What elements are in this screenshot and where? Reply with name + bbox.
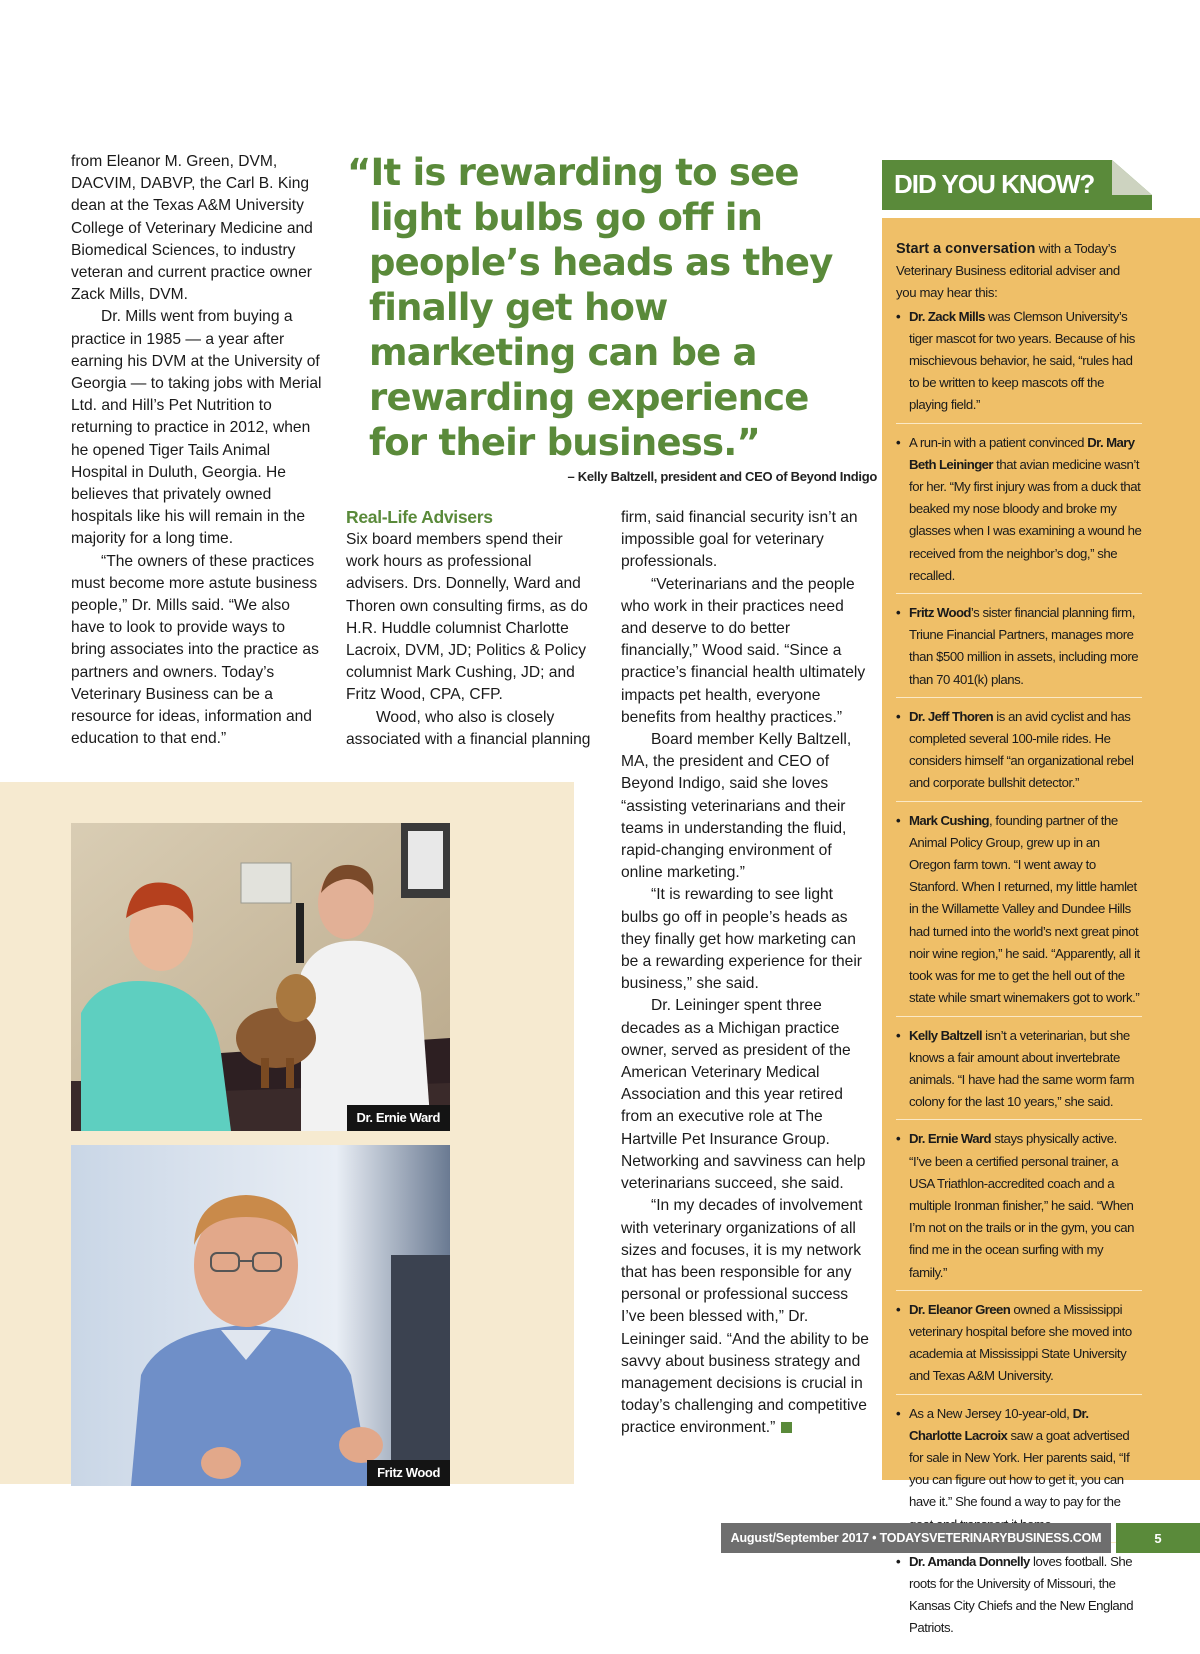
article-paragraph: “Veterinarians and the people who work in their practices need and deserve to do better financially,” Wood said. “Since a practice’s financial health ultimately impacts pet health, everyone benefits from healthy practices.” — [621, 575, 866, 726]
fact-post: saw a goat advertised for sale in New York. Her parents said, “If you can figure out how to get it, you can have it.” She found a way to pay for the — [909, 1427, 1130, 1510]
sidebar-intro — [896, 238, 1142, 305]
photo-ernie-ward — [71, 823, 450, 1131]
article-column-1 — [71, 151, 323, 750]
fact-item — [896, 706, 1142, 802]
fact-post: loves football. She roots for the University of Missouri, the Kansas City Chiefs and the New England Patriots. — [909, 1553, 1134, 1636]
article-paragraph-text: “In my decades of involvement with veterinary organizations of all sizes and focuses, it is my network that has been responsible for any personal or professional success I’ve been blessed with,” Dr. Leininger said. “And the ability to be savvy about business strategy and management decisions is crucial in today’s challenging and competitive practice environment.” — [621, 1197, 869, 1437]
sidebar-intro-text: with a Today’s Veterinary Business editorial adviser and you may hear this: — [896, 241, 1120, 301]
fact-item — [896, 432, 1142, 594]
section-subhead: Real-Life Advisers — [346, 507, 493, 527]
fact-item — [896, 1299, 1142, 1395]
article-paragraph — [621, 1195, 869, 1439]
fact-item — [896, 1128, 1142, 1290]
pull-quote-attribution: – Kelly Baltzell, president and CEO of Beyond Indigo — [567, 469, 877, 484]
article-paragraph: Dr. Mills went from buying a practice in 1985 — a year after earning his DVM at the University of Georgia — to taking jobs with Merial Ltd. and Hill’s Pet Nutrition to returning to practice in 2012, when he opened Tiger Tails Animal Hospital in Duluth, Georgia. He believes that privately owned hospitals like his will remain in the majority for a long time. — [71, 308, 322, 548]
article-paragraph: Dr. Leininger spent three decades as a Michigan practice owner, served as president of the American Veterinary Medical Association and this year retired from an executive role at The Hartville Pet Insurance Group. Networking and savviness can help veterinarians succeed, she said. — [621, 997, 866, 1193]
article-column-2 — [346, 505, 596, 751]
fact-item — [896, 810, 1142, 1017]
article-paragraph: Six board members spend their work hours as professional advisers. Drs. Donnelly, Ward and Thoren own consulting firms, as do H.R. Huddle columnist Charlotte Lacroix, DVM, JD; Politics & Policy columnist Mark Cushing, JD; and Fritz Wood, CPA, CFP. — [346, 531, 588, 704]
fact-item — [896, 1403, 1142, 1543]
fact-name: Dr. Amanda Donnelly — [909, 1553, 1030, 1569]
fact-item — [896, 1551, 1142, 1646]
sidebar-title: DID YOU KNOW? — [894, 169, 1095, 199]
fact-post: that avian medicine wasn’t for her. “My first injury was from a duck that beaked my nose bloody and broke my glasses when I was examining a wound he received from the neighbor’s dog,” she recalled. — [909, 456, 1142, 583]
article-paragraph: Wood, who also is closely associated with a financial planning — [346, 708, 591, 748]
end-of-article-icon — [781, 1422, 792, 1433]
fact-name: Dr. Mary Beth Leininger — [909, 434, 1135, 472]
page-number: 5 — [1116, 1523, 1200, 1553]
fact-name: Fritz Wood — [909, 605, 971, 621]
sidebar-intro-bold: Start a conversation — [896, 241, 1036, 257]
fact-name: Dr. Zack Mills — [909, 308, 985, 324]
pull-quote — [347, 150, 877, 484]
fact-name: Dr. Ernie Ward — [909, 1131, 991, 1147]
fact-list — [896, 306, 1142, 1646]
pull-quote-text: “It is rewarding to see light bulbs go off in people’s heads as they finally get how marketing can be a rewarding experience for their business.” — [347, 151, 833, 464]
photo-caption: Fritz Wood — [367, 1460, 450, 1486]
fact-name: Kelly Baltzell — [909, 1027, 982, 1043]
fact-item — [896, 602, 1142, 698]
article-paragraph: “The owners of these practices must become more astute business people,” Dr. Mills said. “We also have to look to provide ways to bring associates into the practice as partners and owners. Today’s Veterinary Business can be a resource for ideas, information and education to that end.” — [71, 552, 319, 748]
article-paragraph: Board member Kelly Baltzell, MA, the president and CEO of Beyond Indigo, said she loves “assisting veterinarians and their teams in understanding the fluid, rapid-changing environment of online marketing.” — [621, 731, 852, 882]
fact-post: ’s sister financial planning firm, Triune Financial Partners, manages more than $500 million in assets, including more than 70 401(k) plans. — [909, 605, 1139, 687]
fact-post: owned a Mississippi veterinary hospital before she moved into academia at Mississippi State University and Texas A&M University. — [909, 1301, 1132, 1384]
fact-item — [896, 306, 1142, 424]
photo-caption: Dr. Ernie Ward — [347, 1105, 451, 1131]
article-paragraph: firm, said financial security isn’t an impossible goal for veterinary professionals. — [621, 509, 858, 571]
fact-name: Dr. Jeff Thoren — [909, 708, 994, 724]
fact-name: Dr. Charlotte Lacroix — [909, 1405, 1089, 1443]
speaker-portrait-photo-icon — [71, 1145, 450, 1486]
fact-post: , founding partner of the Animal Policy Group, grew up in an Oregon farm town. “I went away to Stanford. When I returned, my little hamlet in the Willamette Valley and Dundee Hills had turned into the world’s next great pinot noir wine region,” he said. “Apparently, all it took was for me to get the hell out of the state while smart winemakers got to work.” — [909, 812, 1140, 1006]
fact-pre: A run-in with a patient convinced — [909, 434, 1088, 450]
fact-post: stays physically active. “I’ve been a certified personal trainer, a USA Triathlon-accredited coach and a multiple Ironman finisher,” he said. “When I’m not on the trails or in the gym, you can find me in the ocean surfing with my family.” — [909, 1131, 1135, 1280]
exam-room-photo-icon — [71, 823, 450, 1131]
fact-pre: As a New Jersey 10-year-old, — [909, 1405, 1073, 1421]
footer-issue-bar: August/September 2017 • TODAYSVETERINARYBUSINESS.COM — [721, 1523, 1111, 1553]
sidebar-header — [882, 160, 1152, 210]
fact-post: isn’t a veterinarian, but she knows a fair amount about invertebrate animals. “I have had the same worm farm colony for the last 10 years,” she said. — [909, 1027, 1135, 1110]
fact-name: Dr. Eleanor Green — [909, 1301, 1011, 1317]
fact-post: was Clemson University’s tiger mascot for two years. Because of his mischievous behavior, he said, “rules had to be written to keep mascots off the playing field.” — [909, 308, 1135, 413]
fact-item — [896, 1025, 1142, 1121]
photo-fritz-wood — [71, 1145, 450, 1486]
fact-post: is an avid cyclist and has completed several 100-mile rides. He considers himself “an organizational rebel and corporate bullshit detector.” — [909, 708, 1134, 791]
article-paragraph: from Eleanor M. Green, DVM, DACVIM, DABVP, the Carl B. King dean at the Texas A&M University College of Veterinary Medicine and Biomedical Sciences, to industry veteran and current practice owner Zack Mills, DVM. — [71, 153, 313, 304]
article-paragraph: “It is rewarding to see light bulbs go off in people’s heads as they finally get how marketing can be a rewarding experience for their business,” she said. — [621, 886, 862, 993]
article-column-3 — [621, 507, 869, 1440]
fact-name: Mark Cushing — [909, 812, 989, 828]
